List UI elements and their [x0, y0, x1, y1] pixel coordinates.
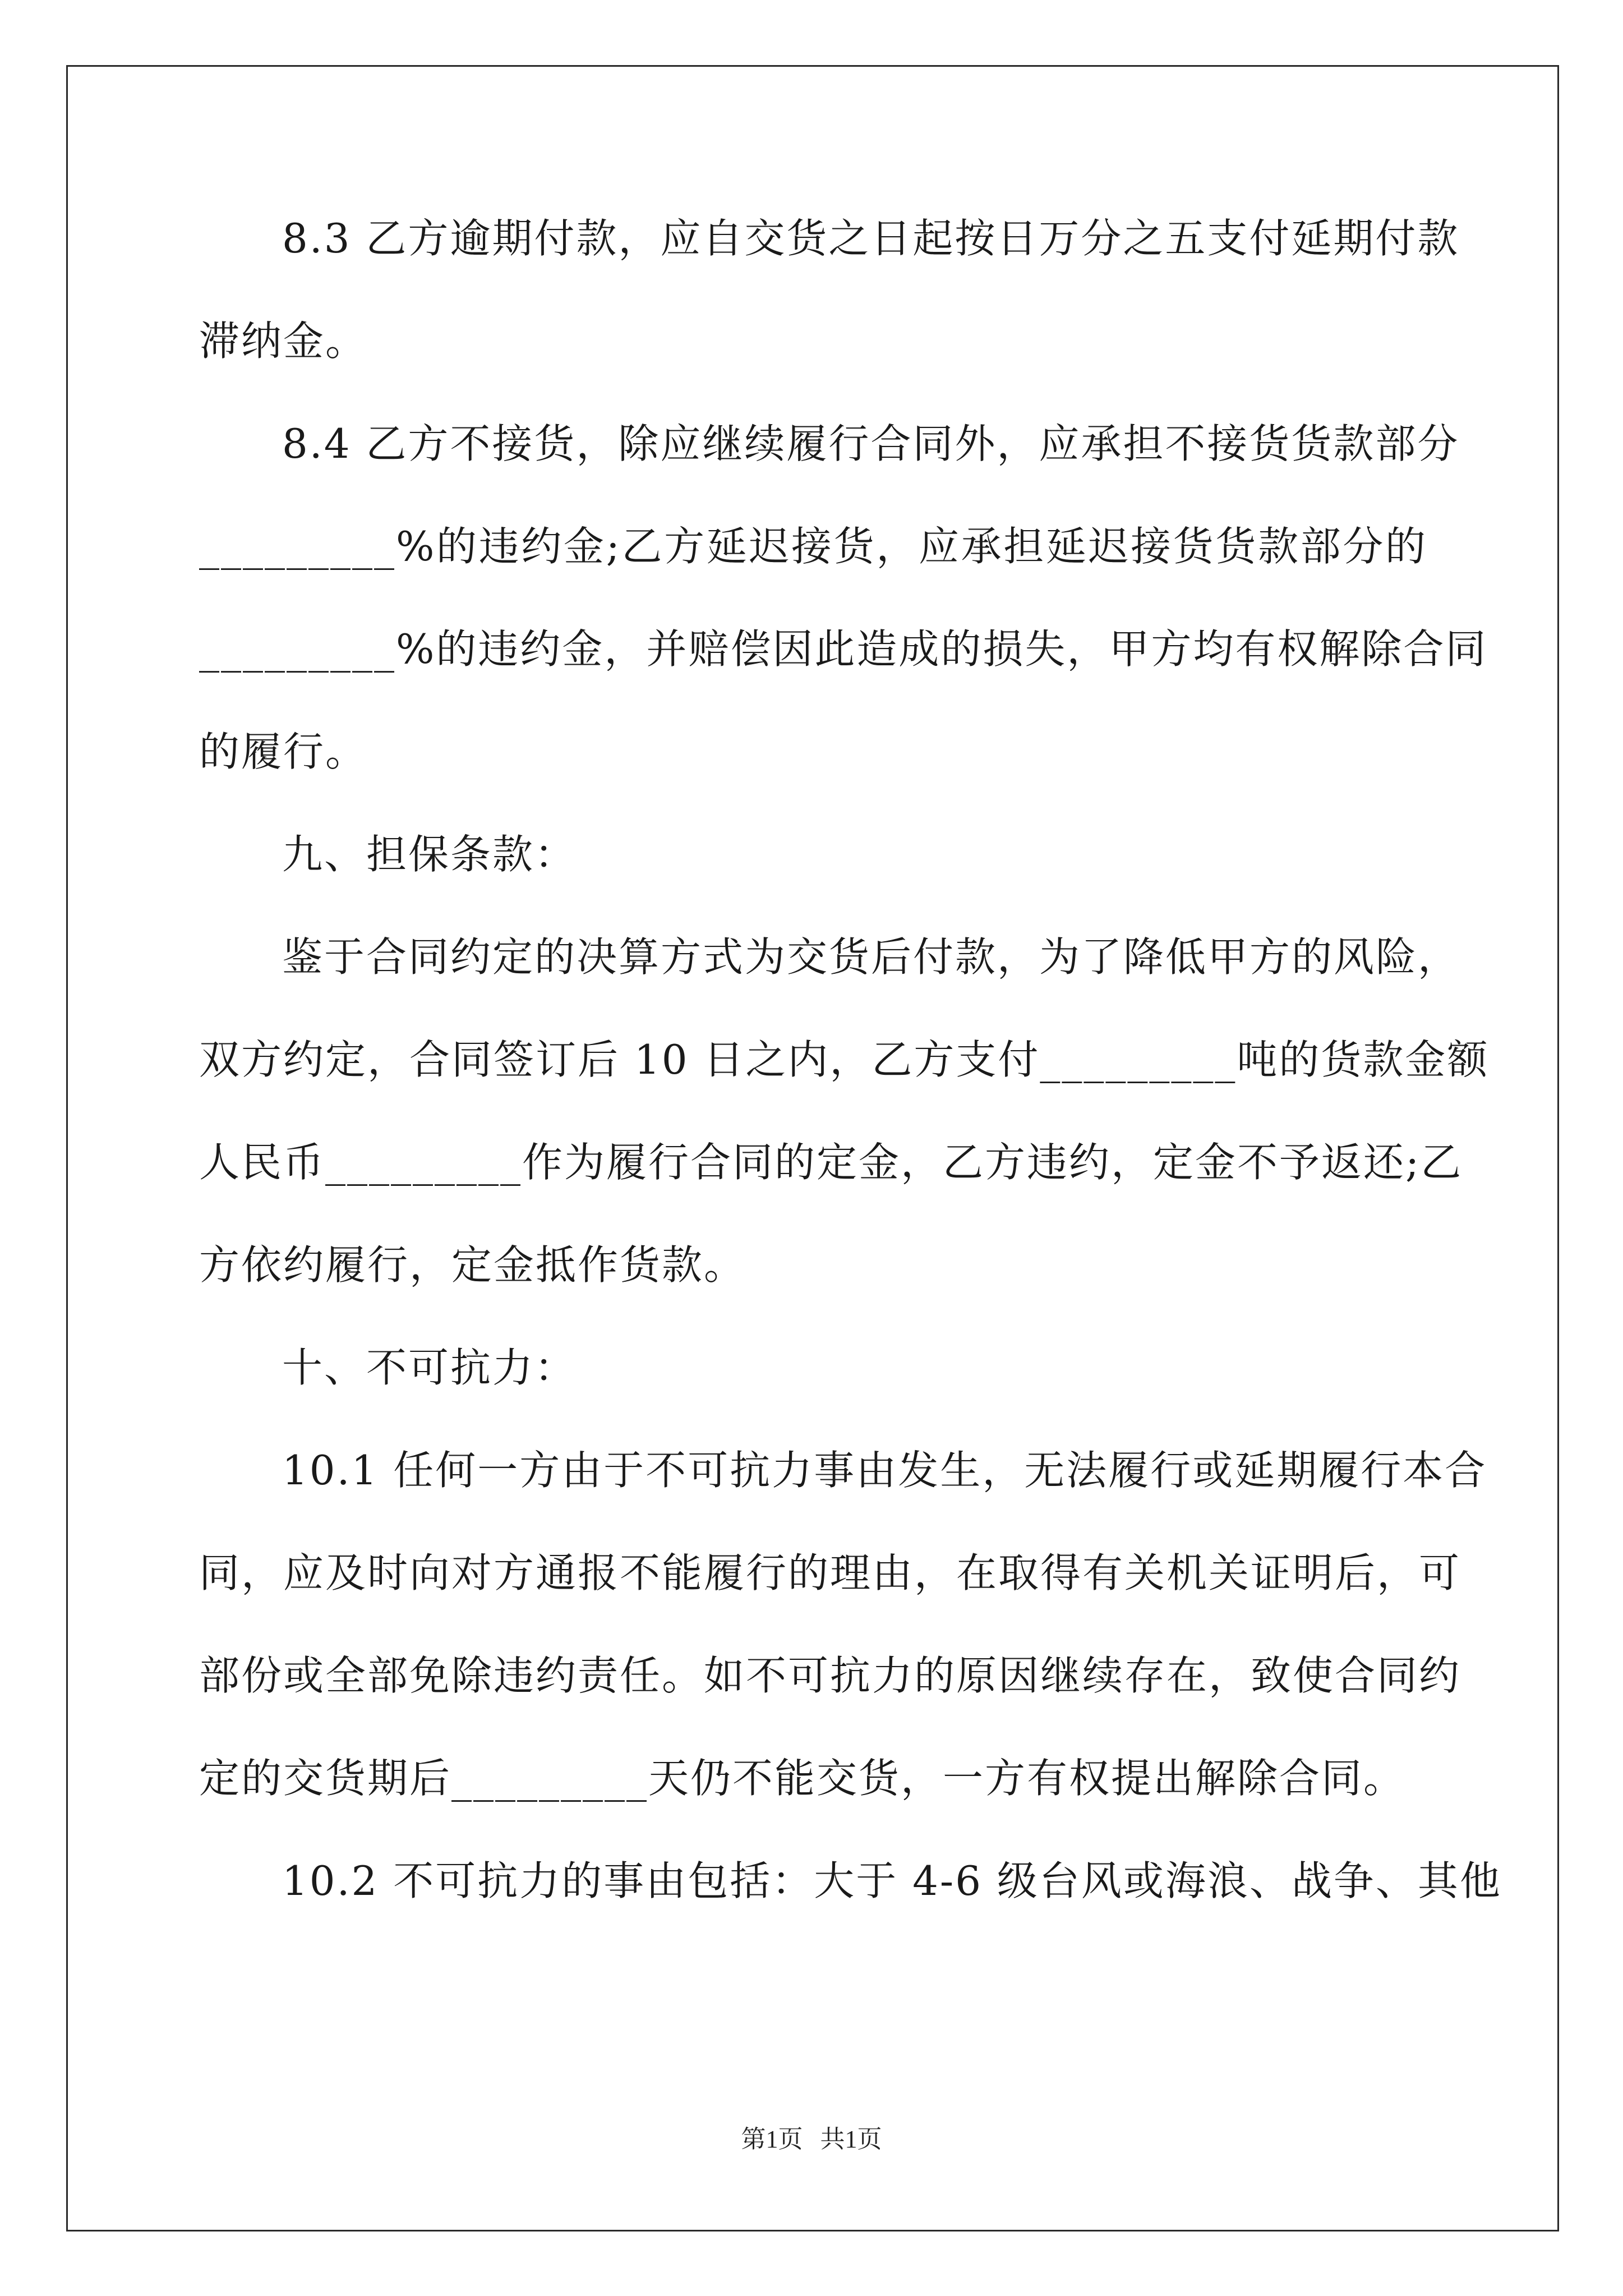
- paragraph-10-2-line-1: 10.2 不可抗力的事由包括：大于 4-6 级台风或海浪、战争、其他: [282, 1857, 1502, 1904]
- paragraph-8-3-line-1: 8.3 乙方逾期付款，应自交货之日起按日万分之五支付延期付款: [282, 215, 1460, 262]
- page-footer: [0, 2123, 1623, 2156]
- section-heading-force-majeure: 十、不可抗力：: [282, 1344, 577, 1391]
- paragraph-guarantee-line-1: 鉴于合同约定的决算方式为交货后付款，为了降低甲方的风险，: [282, 933, 1460, 981]
- paragraph-10-1-line-1: 10.1 任何一方由于不可抗力事由发生，无法履行或延期履行本合: [282, 1447, 1487, 1494]
- paragraph-8-3-line-2: 滞纳金。: [199, 318, 368, 365]
- page-total: 共1页: [820, 2125, 882, 2153]
- paragraph-8-4-line-2: _________%的违约金;乙方延迟接货，应承担延迟接货货款部分的: [199, 523, 1427, 570]
- paragraph-10-1-line-4: 定的交货期后_________天仍不能交货，一方有权提出解除合同。: [199, 1755, 1406, 1802]
- paragraph-8-4-line-3: _________%的违约金，并赔偿因此造成的损失，甲方均有权解除合同: [199, 625, 1488, 673]
- paragraph-guarantee-line-2: 双方约定，合同签订后 10 日之内，乙方支付_________吨的货款金额: [199, 1036, 1490, 1083]
- paragraph-8-4-line-4: 的履行。: [199, 728, 368, 775]
- page-number: 第1页: [741, 2125, 803, 2153]
- paragraph-10-1-line-3: 部份或全部免除违约责任。如不可抗力的原因继续存在，致使合同约: [199, 1652, 1461, 1699]
- paragraph-8-4-line-1: 8.4 乙方不接货，除应继续履行合同外，应承担不接货货款部分: [282, 420, 1460, 467]
- paragraph-10-1-line-2: 同，应及时向对方通报不能履行的理由，在取得有关机关证明后，可: [199, 1549, 1461, 1596]
- section-heading-guarantee: 九、担保条款：: [282, 831, 577, 878]
- paragraph-guarantee-line-3: 人民币_________作为履行合同的定金，乙方违约，定金不予返还;乙: [199, 1139, 1463, 1186]
- paragraph-guarantee-line-4: 方依约履行，定金抵作货款。: [199, 1241, 746, 1289]
